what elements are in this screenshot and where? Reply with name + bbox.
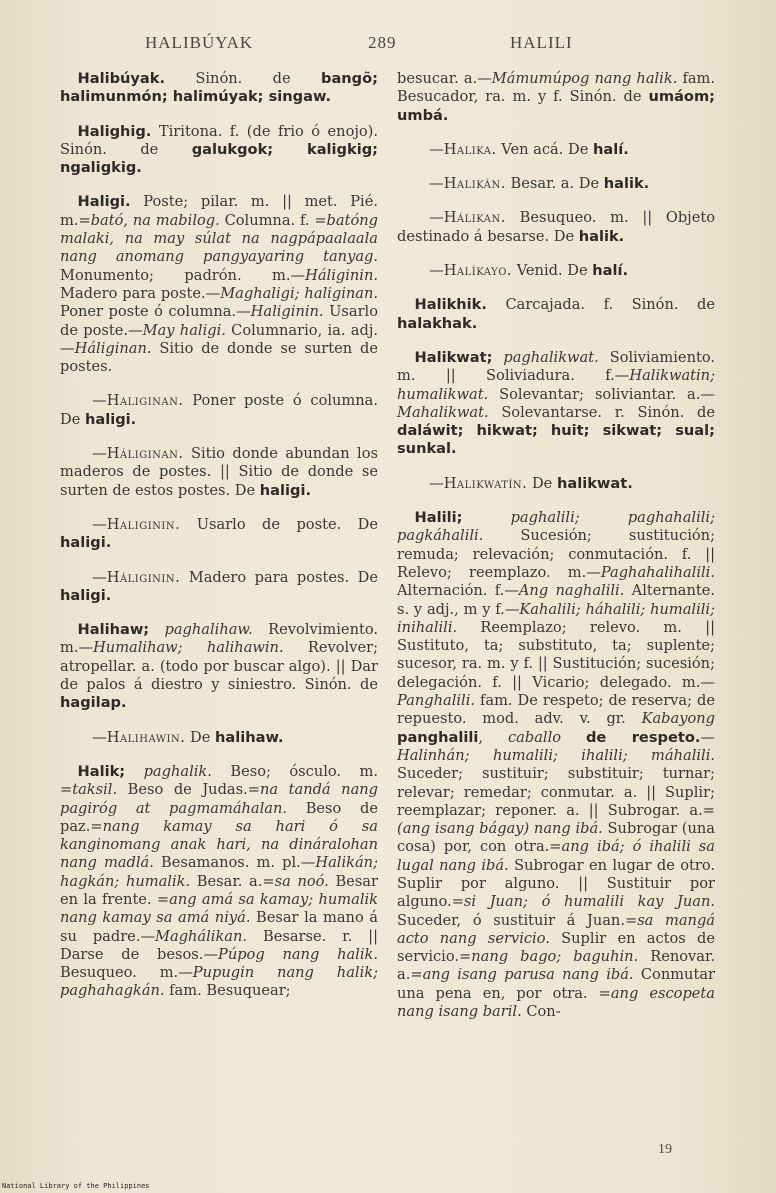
entry-text [397,70,715,125]
subentry-word: Halikán. [443,175,506,193]
definition-text [561,729,586,746]
entry-text [60,193,378,376]
left-column [60,70,378,1017]
definition-text: Soliviamiento. m. || Soliviadura. f. [397,348,715,385]
headword: Halihaw; [77,621,150,639]
example-text: =ang isang parusa nang ibá. [410,966,634,984]
definition-text: Ven acá. De [496,140,594,158]
entry-text [60,123,378,178]
headword: halihaw. [215,728,284,746]
definition-text: Poste; pilar. m. || met. Pié. m. [60,193,378,229]
definition-text: De [185,728,216,746]
definition-text: Alternante. s. y adj., m y f. [397,582,715,618]
definition-text: — [92,515,107,533]
example-text: —Maghaligi; haliginan. [205,284,378,302]
example-text: =ang escopeta nang isang baril. [397,984,715,1021]
headword: haligi. [60,534,112,552]
example-text: =(ang isang bágay) nang ibá. [397,801,715,838]
definition-text: Conmutar una pena en, por otra. [397,966,715,1002]
example-text: Kabayong [641,710,715,728]
definition-text [149,621,164,638]
dictionary-entry [397,175,715,193]
definition-text: Subrogar (una cosa) por, con otra. [397,820,715,856]
dictionary-entry [397,475,715,493]
entry-text [60,516,378,553]
definition-text: fam. Besuquear; [164,982,291,1000]
page-number: 289 [368,33,397,52]
definition-text: De [527,474,557,492]
definition-text: Suceder; sustituir; substituir; turnar; relevar; remedar; conmutar. a. || Suplir; reemplazar; reponer. a. || Subrogar. a. [397,765,715,819]
definition-text: Solevantar; soliviantar. a. [488,385,701,403]
example-text: —Humalihaw; halihawin. [78,639,284,657]
entry-text [397,349,715,459]
definition-text: Besamanos. m. pl. [153,854,301,872]
definition-text: Besuqueo. m. || Objeto destinado á besarse. De [397,209,715,245]
subentry-word: Halihawin. [106,728,186,746]
subentry-word: Háliginin. [106,568,181,586]
definition-text: Besar en la frente. [60,872,378,908]
definition-text: Besar. a. [190,872,263,890]
entry-text [60,729,378,747]
dictionary-entry [60,569,378,606]
definition-text: Suceder, ó sustituir á Juan. [397,911,625,929]
example-text: paghalihaw. [164,621,253,639]
definition-text: Columna. f. [219,211,315,229]
entry-text [60,569,378,606]
example-text: —Maghálikan. [140,927,248,945]
dictionary-entry [60,445,378,500]
example-text: =batóng malaki, na may súlat na nagpápaalaala nang anomang pangyayaring tanyag. [60,211,378,266]
headword: Halikhik. [414,296,487,314]
dictionary-entry [397,70,715,125]
dictionary-entry [397,141,715,159]
example-text: —Halikwatin; humalikwat. [397,367,715,403]
subentry-word: Hálikan. [443,209,506,227]
definition-text: — [429,140,444,158]
header-right-guideword: HALILI [510,33,573,52]
dictionary-entry [397,349,715,459]
entry-text [397,296,715,333]
dictionary-entry [60,621,378,712]
example-text: =ang amá sa kamay; humalik nang kamay sa amá niyá. [60,890,378,927]
entry-text [60,621,378,712]
entry-text [397,175,715,193]
example-text: —Halinhán; humalili; ihalili; máhalili. [397,728,715,764]
definition-text: — [429,175,444,193]
definition-text: Revolvimiento. m. [60,621,378,657]
definition-text: — [429,262,444,280]
example-text: =si Juan; ó humalili kay Juan. [451,893,715,911]
entry-text [397,209,715,246]
example-text: —Kahalili; háhalili; humalili; inihalili. [397,600,715,636]
definition-text: Besarse. r. || Darse de besos. [60,927,378,963]
entry-text [397,262,715,280]
example-text: =taksil. [60,781,118,799]
example-text: =nang kamay sa hari ó sa kanginomang anak hari, na dináralohan nang madlá. [60,817,378,872]
entry-text [60,445,378,500]
right-column [397,70,715,1037]
example-text: —Haliginin. [236,303,324,321]
definition-text: Madero para postes. De [180,568,378,586]
dictionary-entry [60,763,378,1001]
headword: halí. [593,140,629,158]
page-header [0,33,776,57]
headword: umáom; umbá. [397,88,715,124]
entry-text [397,141,715,159]
example-text: —Háliginin. [290,266,378,284]
definition-text: Poner poste ó columna. De [60,392,378,428]
dictionary-entry [60,123,378,178]
definition-text [125,763,143,780]
definition-text: Sitio de donde se surten de postes. [60,339,378,376]
headword: hagilap. [60,694,127,712]
definition-text: besucar. a. [397,70,478,87]
definition-text: Tiritona. f. (de frio ó enojo). Sinón. de [60,122,378,158]
example-text: —Paghahalihalili. [586,563,715,581]
definition-text: Sucesión; sustitución; remuda; relevación; conmutación. f. || Relevo; reemplazo. m. [397,527,715,581]
example-text: paghalikwat. [503,348,599,366]
headword: Halighig. [77,122,152,140]
example-text: —Púpog nang halik. [203,945,378,963]
dictionary-entry [397,209,715,246]
headword: haligi. [84,410,137,428]
headword: bangõ; halimunmón; halimúyak; singaw. [60,70,378,106]
example-text: —Mahalikwat. [397,385,715,421]
headword: halikwat. [556,474,633,492]
definition-text: Columnario, ia. adj. [225,321,378,339]
example-text: =sa mangá acto nang servicio. [397,911,715,947]
definition-text: Beso de paz. [60,799,378,835]
definition-text: Sitio donde abundan los maderos de postes. || Sitio de donde se surten de estos postes. De [60,445,378,499]
definition-text: Beso de Judas. [117,781,248,799]
dictionary-entry [60,392,378,429]
headword: Halikwat; [414,348,493,366]
definition-text: Venid. De [512,262,593,280]
dictionary-entry [60,193,378,376]
headword: Halik; [77,762,126,780]
definition-text: Subrogar en lugar de otro. Suplir por alguno. || Sustituir por alguno. [397,856,715,911]
headword: de respeto. [585,728,701,746]
subentry-word: Halika. [443,140,497,158]
definition-text: — [429,474,444,492]
example-text: caballo [507,728,562,746]
definition-text: Suplir en actos de servicio. [397,929,715,966]
example-text: paghalik. [143,762,212,780]
example-text: —Ang naghalili. [504,582,625,600]
definition-text: — [92,392,107,410]
example-text: =ang ibá; ó ihalili sa lugal nang ibá. [397,838,715,874]
definition-text: — [429,209,444,227]
definition-text: — [92,728,107,746]
definition-text: Usarlo de poste. De [180,515,378,533]
subentry-word: Halíkayo. [443,262,513,280]
definition-text: Con- [521,1003,561,1021]
dictionary-entry [60,70,378,107]
definition-text: Poner poste ó columna. [60,303,237,321]
subentry-word: Haliginin. [106,515,181,533]
definition-text: — [92,445,107,463]
definition-text: Usarlo de poste. [60,303,378,339]
definition-text: Sinón. de [165,70,321,87]
definition-text: fam. Besucador, ra. m. y f. Sinón. de [397,70,716,106]
headword: halik. [578,227,625,245]
definition-text: Revolver; atropellar. a. (todo por buscar algo). || Dar de palos á diestro y siniestro. Sinón. de [60,639,378,694]
definition-text: Solevantarse. r. Sinón. de [488,403,715,421]
definition-text: Madero para poste. [60,284,206,302]
definition-text [462,509,510,526]
definition-text: Besar la mano á su padre. [60,909,378,945]
definition-text: fam. De respeto; de reserva; de repuesto. mod. adv. v. gr. [397,692,715,728]
headword: Halili; [414,509,463,527]
headword: galukgok; kaligkig; ngaligkig. [60,140,378,177]
definition-text: Beso; ósculo. m. [211,762,378,780]
definition-text: Besuqueo. m. [60,964,179,982]
subentry-word: Haliginan. [106,392,184,410]
definition-text: , [478,728,508,746]
headword: Halibúyak. [77,70,166,87]
definition-text [492,349,503,366]
headword: Haligi. [77,193,131,211]
entry-text [60,392,378,429]
dictionary-entry [60,516,378,553]
example-text: =sa noó. [262,872,329,890]
subentry-word: Háliginan. [106,445,184,463]
dictionary-entry [397,262,715,280]
definition-text: Renovar. a. [397,948,716,984]
entry-text [60,70,378,107]
headword: haligi. [259,481,312,499]
headword: halik. [603,175,650,193]
definition-text: Carcajada. f. Sinón. de [486,296,715,314]
definition-text: — [92,568,107,586]
example-text: =nang bago; baguhin. [459,948,639,966]
example-text: paghalili; paghahalili; pagkáhalili. [397,509,715,545]
entry-text [397,475,715,493]
example-text: =na tandá nang pagiróg at pagmamáhalan. [60,781,379,817]
definition-text: Monumento; padrón. m. [60,266,291,284]
headword: daláwit; hikwat; huit; sikwat; sual; sunkal. [397,422,715,458]
definition-text: Besar. a. De [505,175,604,193]
headword: halakhak. [397,314,478,332]
dictionary-entry [397,296,715,333]
footer-credit: National Library of the Philippines [2,1182,150,1190]
example-text: —Panghalili. [397,673,715,710]
example-text: —Mámumúpog nang halik. [477,70,678,87]
headword: panghalili [397,728,479,746]
header-left-guideword: HALIBÚYAK [145,33,254,52]
example-text: =bató, na mabilog. [78,211,220,229]
headword: halí. [592,262,629,280]
dictionary-entry [60,729,378,747]
dictionary-entry [397,509,715,1021]
signature-mark: 19 [658,1142,672,1157]
definition-text: Alternación. f. [397,582,505,600]
example-text: —May haligi. [128,321,226,339]
example-text: —Halikán; hagkán; humalik. [60,854,378,890]
entry-text [60,763,378,1001]
entry-text [397,509,715,1021]
subentry-word: Halikwatín. [443,474,528,492]
example-text: —Háliginan. [60,339,152,357]
headword: haligi. [60,586,112,604]
example-text: —Pupugin nang halik; paghahagkán. [60,964,378,1000]
definition-text: Reemplazo; relevo. m. || Sustituto, ta; substituto, ta; suplente; sucesor, ra. m. y f. || Sustitución; sucesión; delegación. f. || Vicario; delegado. m. [397,618,715,691]
